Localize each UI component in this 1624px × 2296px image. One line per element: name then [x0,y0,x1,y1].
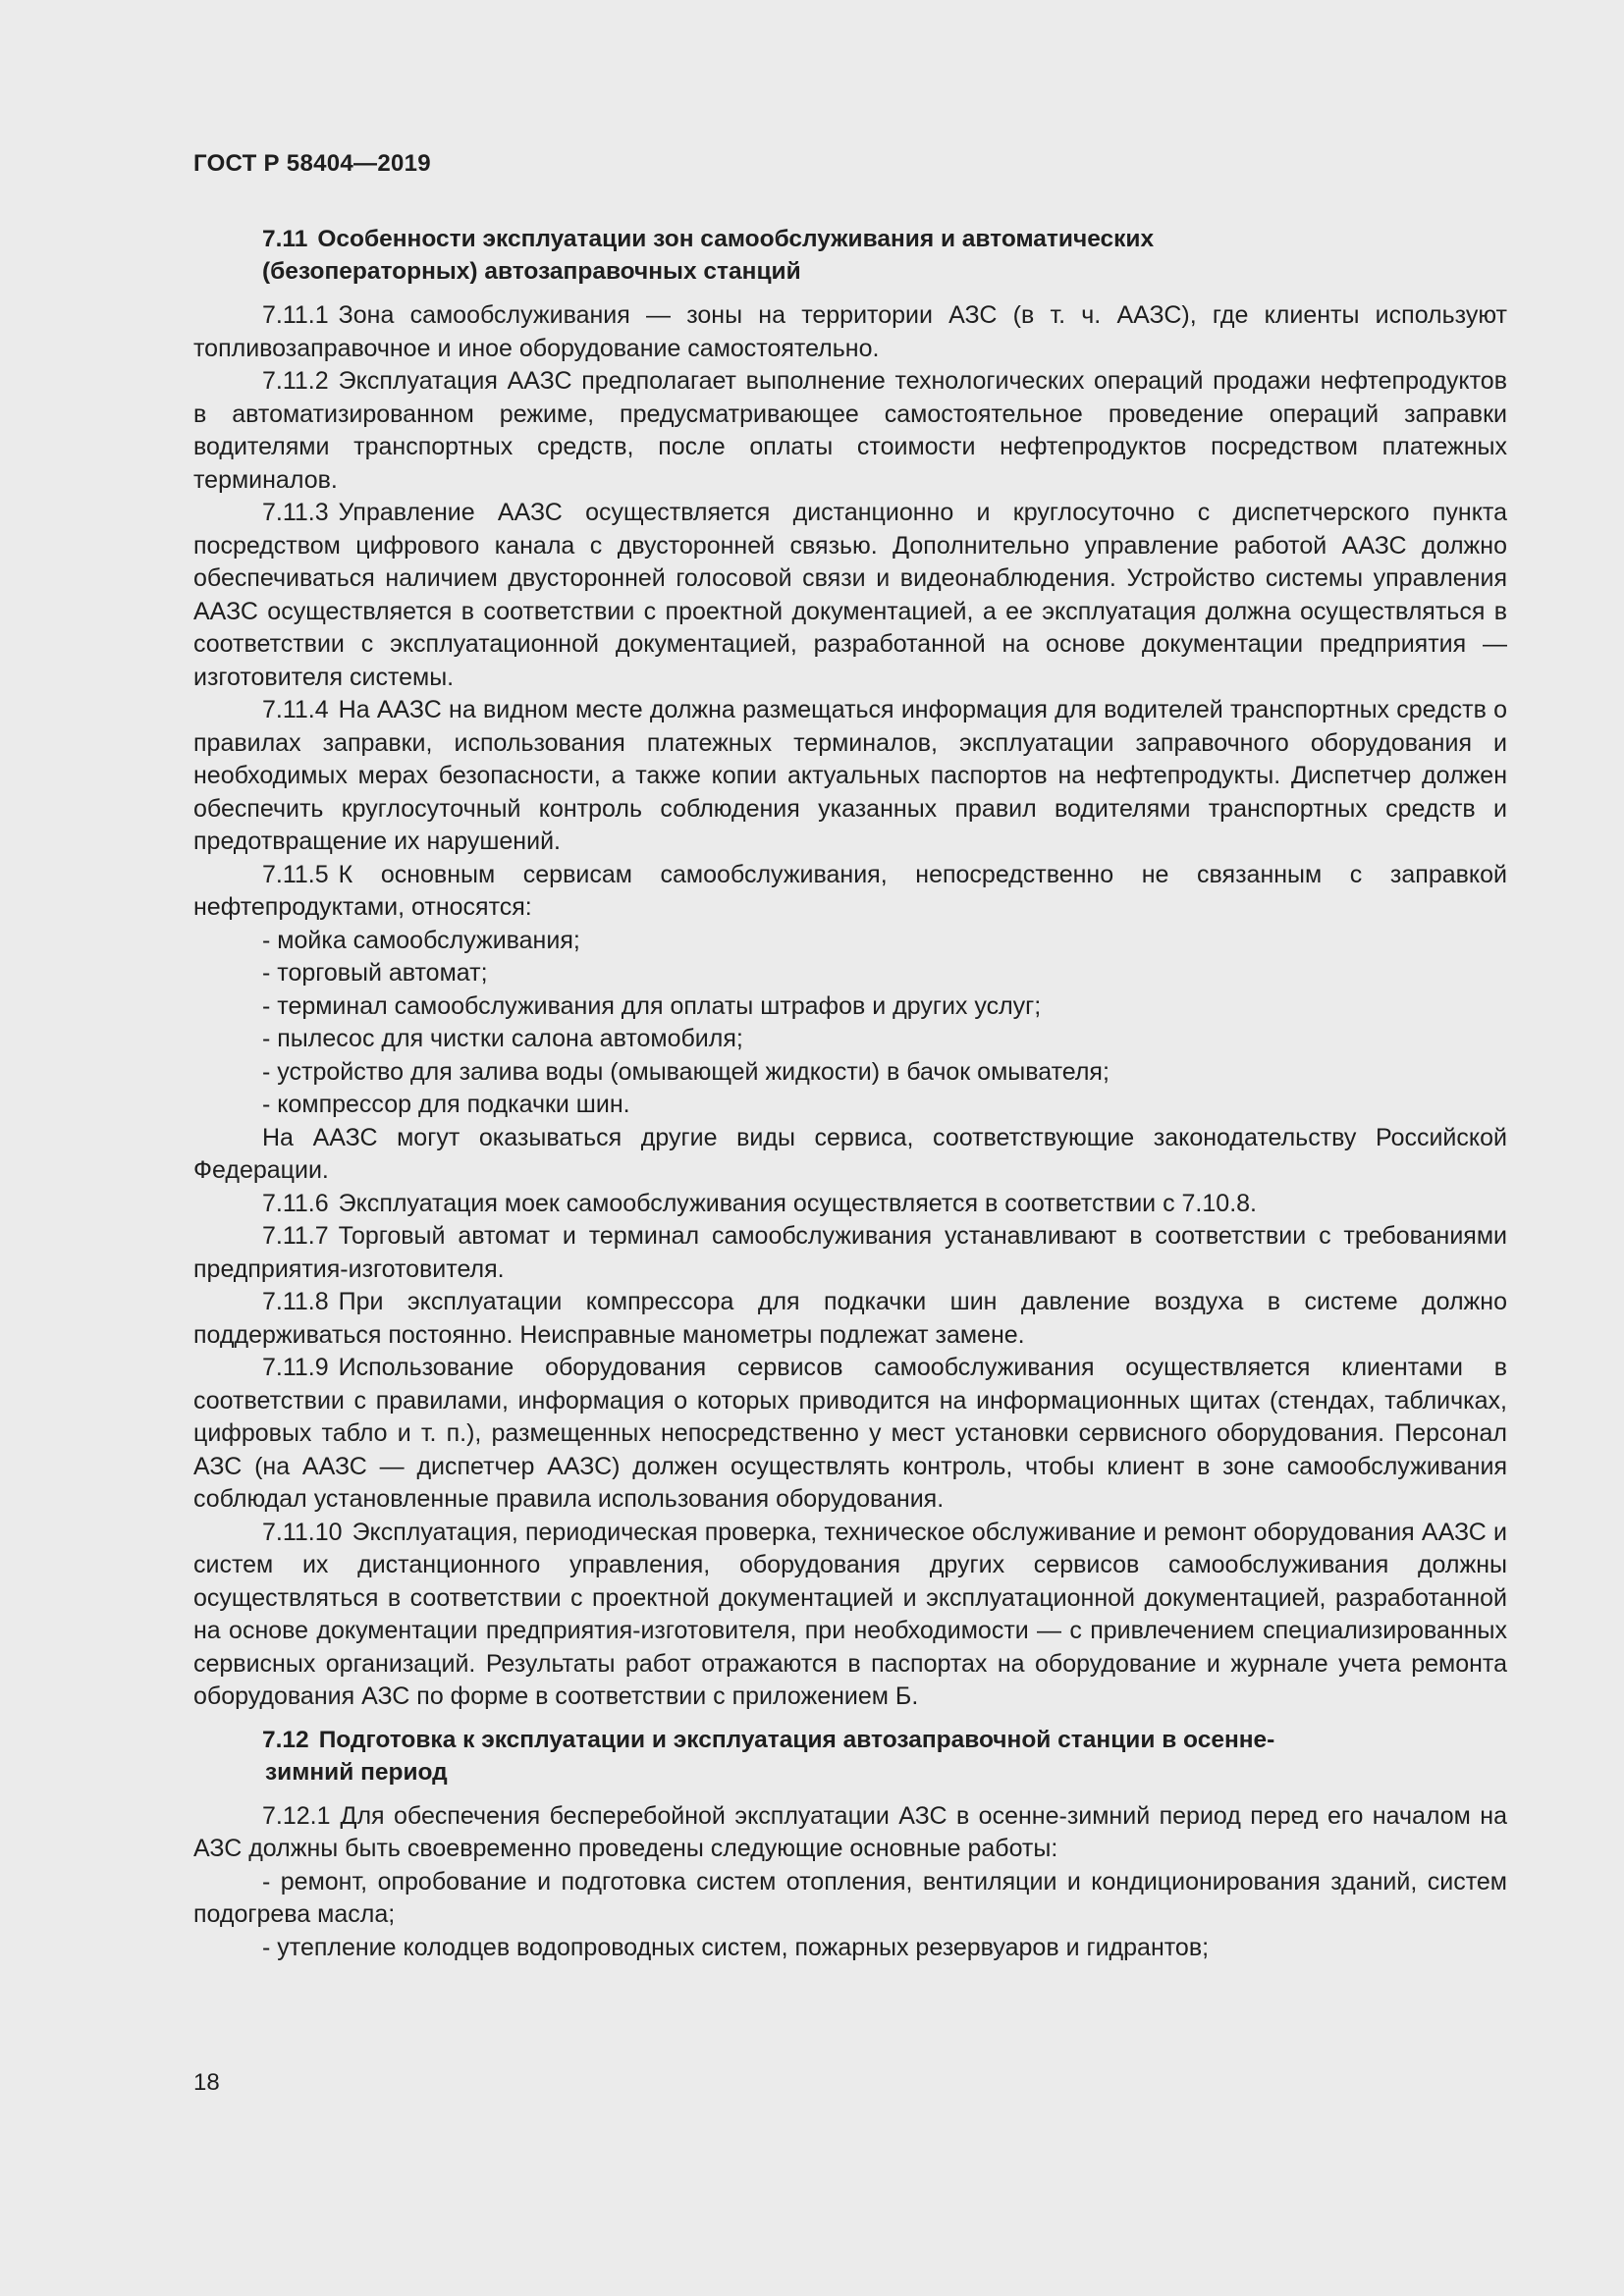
paragraph-7-11-10 [193,1517,1507,1714]
paragraph-7-11-7 [193,1220,1507,1286]
paragraph-number: 7.11.7 [262,1222,329,1250]
list-item: - терминал самообслуживания для оплаты штрафов и других услуг; [262,991,1042,1020]
paragraph-7-11-1 [193,299,1507,365]
paragraph-text: На ААЗС на видном месте должна размещаться информация для водителей транспортных средств о правилах заправки, использования платежных терминалов, эксплуатации заправочного оборудования и необходимых мерах безопасности, а также копии актуальных паспортов на нефтепродукты. Диспетчер должен обеспечить круглосуточный контроль соблюдения указанных правил водителями транспортных средств и предотвращение их нарушений. [193,696,1507,855]
paragraph-7-11-9 [193,1352,1507,1517]
paragraph-text: Зона самообслуживания — зоны на территории АЗС (в т. ч. ААЗС), где клиенты используют топливозаправочное и иное оборудование самостоятельно. [193,301,1507,362]
paragraph-number: 7.11.4 [262,696,329,723]
page-number: 18 [193,2069,220,2096]
paragraph-text: Торговый автомат и терминал самообслуживания устанавливают в соответствии с требованиями предприятия-изготовителя. [193,1222,1507,1283]
paragraph-text: Управление ААЗС осуществляется дистанционно и круглосуточно с диспетчерского пункта посредством цифрового канала с двусторонней связью. Дополнительно управление работой ААЗС должно обеспечиваться наличием двусторонней голосовой связи и видеонаблюдения. Устройство системы управления ААЗС осуществляется в соответствии с проектной документацией, а ее эксплуатация должна осуществляться в соответствии с эксплуатационной документацией, разработанной на основе документации предприятия — изготовителя системы. [193,499,1507,691]
paragraph-text: Для обеспечения бесперебойной эксплуатации АЗС в осенне-зимний период перед его началом на АЗС должны быть своевременно проведены следующие основные работы: [193,1801,1507,1862]
paragraph-number: 7.11.1 [262,301,329,329]
section-number: 7.11 [262,226,308,252]
paragraph-text: Использование оборудования сервисов самообслуживания осуществляется клиентами в соответствии с правилами, информация о которых приводится на информационных щитах (стендах, табличках, цифровых табло и т. п.), размещенных непосредственно у мест установки сервисного оборудования. Персонал АЗС (на ААЗС — диспетчер ААЗС) должен осуществлять контроль, чтобы клиент в зоне самообслуживания соблюдал установленные правила использования оборудования. [193,1354,1507,1513]
list-item: - устройство для залива воды (омывающей жидкости) в бачок омывателя; [262,1057,1110,1086]
paragraph-number: 7.11.6 [262,1189,329,1217]
section-7-12-heading [193,1724,1507,1789]
section-title-line: Особенности эксплуатации зон самообслуживания и автоматических [317,226,1155,252]
paragraph-text: Эксплуатация моек самообслуживания осуществляется в соответствии с 7.10.8. [338,1189,1257,1217]
paragraph-number: 7.12.1 [262,1801,331,1830]
paragraph-text: Эксплуатация ААЗС предполагает выполнение технологических операций продажи нефтепродуктов в автоматизированном режиме, предусматривающее самостоятельное проведение операций заправки водителями транспортных средств, после оплаты стоимости нефтепродуктов посредством платежных терминалов. [193,367,1507,494]
section-title-line: (безоператорных) автозаправочных станций [262,258,801,285]
list-item: - мойка самообслуживания; [262,926,580,954]
list-item: - утепление колодцев водопроводных систем, пожарных резервуаров и гидрантов; [262,1933,1210,1961]
paragraph-number: 7.11.8 [262,1288,329,1315]
list-item: - компрессор для подкачки шин. [262,1091,630,1118]
paragraph-7-11-2 [193,365,1507,497]
section-7-11-heading [193,223,1507,288]
list-item: - пылесос для чистки салона автомобиля; [262,1025,743,1052]
section-title-line: Подготовка к эксплуатации и эксплуатация автозаправочной станции в осенне- [318,1726,1275,1753]
paragraph-number: 7.11.5 [262,860,329,888]
paragraph-7-11-5 [193,859,1507,925]
paragraph-7-11-6 [193,1188,1507,1221]
section-title-line: зимний период [265,1758,448,1786]
paragraph-7-11-8 [193,1286,1507,1352]
paragraph-7-11-3 [193,497,1507,694]
document-code: ГОСТ Р 58404—2019 [193,150,431,177]
paragraph-number: 7.11.3 [262,499,329,526]
paragraph-number: 7.11.10 [262,1518,343,1546]
section-number: 7.12 [262,1726,309,1753]
page-content [193,223,1507,1964]
list-item: - торговый автомат; [262,959,488,987]
paragraph-7-11-4 [193,694,1507,859]
paragraph-text: К основным сервисам самообслуживания, непосредственно не связанным с заправкой нефтепродуктами, относятся: [193,860,1507,921]
paragraph-text: При эксплуатации компрессора для подкачки шин давление воздуха в системе должно поддерживаться постоянно. Неисправные манометры подлежат замене. [193,1288,1507,1349]
paragraph-number: 7.11.2 [262,367,329,395]
paragraph-7-12-1 [193,1800,1507,1866]
paragraph-number: 7.11.9 [262,1354,329,1381]
paragraph-text: Эксплуатация, периодическая проверка, техническое обслуживание и ремонт оборудования ААЗС и систем их дистанционного управления, оборудования других сервисов самообслуживания должны осуществляться в соответствии с проектной документацией и эксплуатационной документацией, разработанной на основе документации предприятия-изготовителя, при необходимости — с привлечением специализированных сервисных организаций. Результаты работ отражаются в паспортах на оборудование и журнале учета ремонта оборудования АЗС по форме в соответствии с приложением Б. [193,1518,1507,1710]
list-item: - ремонт, опробование и подготовка систем отопления, вентиляции и кондиционирования зданий, систем подогрева масла; [193,1867,1507,1928]
paragraph-note: На ААЗС могут оказываться другие виды сервиса, соответствующие законодательству Российской Федерации. [193,1123,1507,1184]
